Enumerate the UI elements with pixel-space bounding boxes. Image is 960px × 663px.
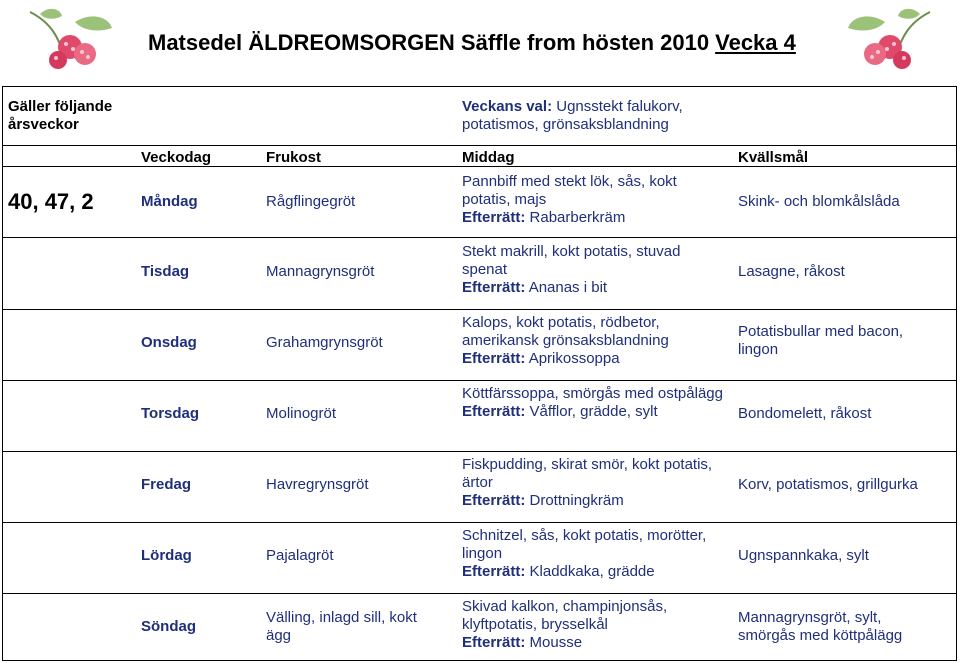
- breakfast-item: Pajalagröt: [266, 547, 334, 564]
- breakfast-item: Grahamgrynsgröt: [266, 334, 383, 351]
- lunch-text: Schnitzel, sås, kokt potatis, morötter, lingon: [462, 527, 707, 562]
- week-label: Vecka 4: [715, 30, 796, 55]
- lunch-text: Pannbiff med stekt lök, sås, kokt potatis, majs: [462, 173, 677, 208]
- dessert-text: Drottningkräm: [529, 492, 624, 509]
- weeks-value: 40, 47, 2: [8, 189, 94, 214]
- column-header-lunch: Middag: [462, 149, 515, 166]
- lunch-text: Fiskpudding, skirat smör, kokt potatis, ärtor: [462, 456, 713, 491]
- breakfast-item: Molinogröt: [266, 405, 337, 422]
- dessert-label: Efterrätt:: [462, 634, 526, 651]
- lunch-text: Kalops, kokt potatis, rödbetor, amerikansk grönsaksblandning: [462, 314, 669, 349]
- dinner-item: Potatisbullar med bacon, lingon: [738, 323, 904, 358]
- divider: [3, 593, 956, 594]
- breakfast-item: Välling, inlagd sill, kokt ägg: [266, 609, 417, 644]
- dessert-label: Efterrätt:: [462, 279, 526, 296]
- day-name: Tisdag: [141, 263, 190, 280]
- breakfast-item: Mannagrynsgröt: [266, 263, 375, 280]
- raspberry-flower-decoration-right: [840, 2, 940, 74]
- column-header-breakfast: Frukost: [266, 149, 322, 166]
- dessert-text: Våfflor, grädde, sylt: [529, 403, 658, 420]
- lunch-item: [462, 527, 737, 581]
- day-name: Lördag: [141, 547, 192, 564]
- lunch-item: [462, 314, 727, 368]
- divider: [3, 309, 956, 310]
- dinner-item: Ugnspannkaka, sylt: [738, 547, 869, 564]
- lunch-item: [462, 456, 727, 510]
- lunch-item: [462, 598, 727, 652]
- dinner-item: Lasagne, råkost: [738, 263, 845, 280]
- weekly-choice-value: Ugnsstekt falukorv, potatismos, grönsaksblandning: [462, 98, 683, 133]
- dessert-text: Kladdkaka, grädde: [529, 563, 655, 580]
- lunch-text: Köttfärssoppa, smörgås med ostpålägg: [462, 385, 723, 402]
- lunch-text: Skivad kalkon, champinjonsås, klyftpotatis, brysselkål: [462, 598, 668, 633]
- weekly-choice: [462, 98, 732, 134]
- dessert-text: Ananas i bit: [528, 279, 608, 296]
- lunch-item: [462, 385, 727, 421]
- dessert-text: Mousse: [529, 634, 583, 651]
- divider: [3, 380, 956, 381]
- divider: [3, 522, 956, 523]
- dessert-label: Efterrätt:: [462, 492, 526, 509]
- day-name: Onsdag: [141, 334, 197, 351]
- lunch-item: [462, 173, 727, 227]
- raspberry-flower-decoration-left: [20, 2, 120, 74]
- dinner-item: Korv, potatismos, grillgurka: [738, 476, 918, 493]
- dinner-item: Mannagrynsgröt, sylt, smörgås med köttpålägg: [738, 609, 903, 644]
- divider: [3, 237, 956, 238]
- dessert-label: Efterrätt:: [462, 350, 526, 367]
- weeks-label: Gäller följande årsveckor: [8, 98, 113, 133]
- title-text: Matsedel ÄLDREOMSORGEN Säffle from hösten 2010: [148, 30, 710, 55]
- column-header-dinner: Kvällsmål: [738, 149, 809, 166]
- column-header-day: Veckodag: [141, 149, 212, 166]
- day-name: Söndag: [141, 618, 196, 635]
- dinner-item: Bondomelett, råkost: [738, 405, 872, 422]
- weekly-choice-label: Veckans val:: [462, 98, 553, 115]
- breakfast-item: Havregrynsgröt: [266, 476, 369, 493]
- divider: [3, 451, 956, 452]
- dessert-text: Rabarberkräm: [529, 209, 626, 226]
- dessert-label: Efterrätt:: [462, 403, 526, 420]
- page-title: [148, 30, 796, 56]
- menu-table: [2, 86, 957, 661]
- dinner-item: Skink- och blomkålslåda: [738, 193, 900, 210]
- dessert-text: Aprikossoppa: [528, 350, 620, 367]
- dessert-label: Efterrätt:: [462, 209, 526, 226]
- dessert-label: Efterrätt:: [462, 563, 526, 580]
- day-name: Måndag: [141, 193, 198, 210]
- lunch-text: Stekt makrill, kokt potatis, stuvad spenat: [462, 243, 681, 278]
- breakfast-item: Rågflingegröt: [266, 193, 356, 210]
- day-name: Torsdag: [141, 405, 200, 422]
- lunch-item: [462, 243, 727, 297]
- divider: [3, 145, 956, 146]
- day-name: Fredag: [141, 476, 192, 493]
